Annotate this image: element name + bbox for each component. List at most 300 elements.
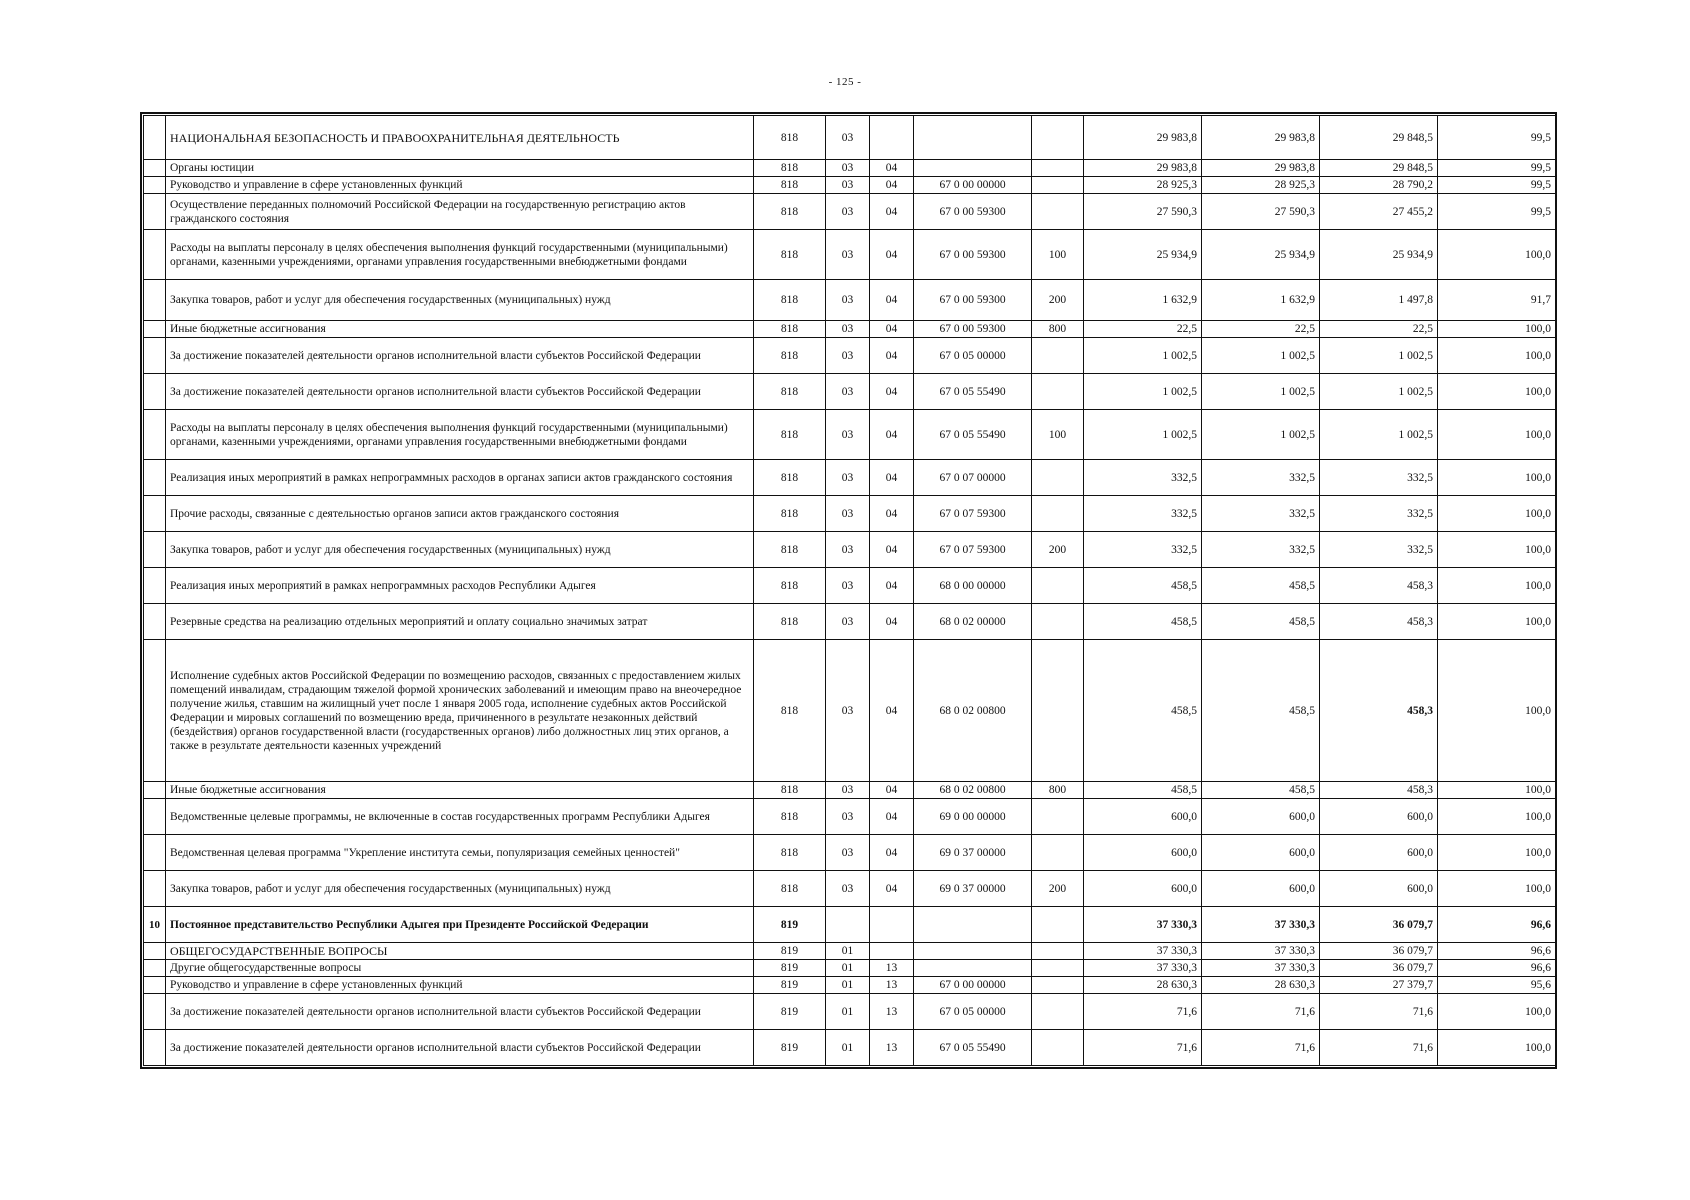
section-code-cell: 03 <box>826 194 870 230</box>
amount-approved-cell: 29 983,8 <box>1084 116 1202 160</box>
amount-executed-cell: 22,5 <box>1320 321 1438 338</box>
table-row <box>144 321 1556 338</box>
subsection-code-cell <box>870 943 914 960</box>
ved-code-cell: 818 <box>754 410 826 460</box>
amount-approved-cell: 22,5 <box>1084 321 1202 338</box>
amount-revised-cell: 1 002,5 <box>1202 338 1320 374</box>
amount-approved-cell: 28 925,3 <box>1084 177 1202 194</box>
section-code-cell: 03 <box>826 782 870 799</box>
expense-type-cell <box>1032 374 1084 410</box>
subsection-code-cell: 04 <box>870 782 914 799</box>
row-number-cell <box>144 230 166 280</box>
target-article-cell: 69 0 00 00000 <box>914 799 1032 835</box>
execution-percent-cell: 99,5 <box>1438 194 1556 230</box>
ved-code-cell: 819 <box>754 943 826 960</box>
expense-type-cell <box>1032 1030 1084 1066</box>
execution-percent-cell: 99,5 <box>1438 116 1556 160</box>
section-code-cell <box>826 907 870 943</box>
amount-executed-cell: 29 848,5 <box>1320 160 1438 177</box>
row-number-cell <box>144 960 166 977</box>
table-row <box>144 907 1556 943</box>
ved-code-cell: 818 <box>754 532 826 568</box>
amount-revised-cell: 1 002,5 <box>1202 374 1320 410</box>
amount-executed-cell: 29 848,5 <box>1320 116 1438 160</box>
execution-percent-cell: 100,0 <box>1438 782 1556 799</box>
ved-code-cell: 818 <box>754 640 826 782</box>
row-number-cell <box>144 460 166 496</box>
row-name-cell: Резервные средства на реализацию отдельных мероприятий и оплату социально значимых затрат <box>166 604 754 640</box>
table-row <box>144 871 1556 907</box>
section-code-cell: 03 <box>826 799 870 835</box>
execution-percent-cell: 99,5 <box>1438 160 1556 177</box>
table-row <box>144 960 1556 977</box>
expense-type-cell <box>1032 907 1084 943</box>
row-name-cell: Закупка товаров, работ и услуг для обеспечения государственных (муниципальных) нужд <box>166 532 754 568</box>
amount-approved-cell: 332,5 <box>1084 496 1202 532</box>
amount-executed-cell: 332,5 <box>1320 532 1438 568</box>
row-number-cell <box>144 410 166 460</box>
row-name-cell: ОБЩЕГОСУДАРСТВЕННЫЕ ВОПРОСЫ <box>166 943 754 960</box>
ved-code-cell: 818 <box>754 116 826 160</box>
target-article-cell: 67 0 05 55490 <box>914 410 1032 460</box>
amount-executed-cell: 458,3 <box>1320 640 1438 782</box>
amount-approved-cell: 1 632,9 <box>1084 280 1202 321</box>
row-name-cell: Расходы на выплаты персоналу в целях обеспечения выполнения функций государственными (муниципальными) органами, казенными учреждениями, органами управления государственными внебюджетными фондами <box>166 410 754 460</box>
ved-code-cell: 818 <box>754 568 826 604</box>
amount-executed-cell: 458,3 <box>1320 568 1438 604</box>
expense-type-cell: 800 <box>1032 321 1084 338</box>
row-number-cell <box>144 374 166 410</box>
execution-percent-cell: 100,0 <box>1438 460 1556 496</box>
section-code-cell: 03 <box>826 410 870 460</box>
row-name-cell: Иные бюджетные ассигнования <box>166 782 754 799</box>
table-row <box>144 640 1556 782</box>
subsection-code-cell: 04 <box>870 640 914 782</box>
execution-percent-cell: 91,7 <box>1438 280 1556 321</box>
amount-revised-cell: 600,0 <box>1202 799 1320 835</box>
budget-table <box>143 115 1556 1066</box>
table-row <box>144 568 1556 604</box>
row-number-cell <box>144 782 166 799</box>
ved-code-cell: 818 <box>754 338 826 374</box>
amount-revised-cell: 1 002,5 <box>1202 410 1320 460</box>
amount-approved-cell: 28 630,3 <box>1084 977 1202 994</box>
table-row <box>144 835 1556 871</box>
amount-executed-cell: 458,3 <box>1320 782 1438 799</box>
section-code-cell: 03 <box>826 280 870 321</box>
expense-type-cell <box>1032 835 1084 871</box>
subsection-code-cell: 04 <box>870 160 914 177</box>
amount-executed-cell: 600,0 <box>1320 871 1438 907</box>
amount-executed-cell: 71,6 <box>1320 994 1438 1030</box>
amount-executed-cell: 71,6 <box>1320 1030 1438 1066</box>
amount-revised-cell: 71,6 <box>1202 1030 1320 1066</box>
table-row <box>144 532 1556 568</box>
amount-approved-cell: 600,0 <box>1084 835 1202 871</box>
row-number-cell <box>144 977 166 994</box>
execution-percent-cell: 100,0 <box>1438 410 1556 460</box>
amount-revised-cell: 27 590,3 <box>1202 194 1320 230</box>
expense-type-cell <box>1032 977 1084 994</box>
amount-executed-cell: 36 079,7 <box>1320 907 1438 943</box>
amount-executed-cell: 36 079,7 <box>1320 943 1438 960</box>
subsection-code-cell: 04 <box>870 410 914 460</box>
amount-approved-cell: 600,0 <box>1084 799 1202 835</box>
table-row <box>144 496 1556 532</box>
row-name-cell: Руководство и управление в сфере установленных функций <box>166 177 754 194</box>
execution-percent-cell: 100,0 <box>1438 640 1556 782</box>
amount-revised-cell: 25 934,9 <box>1202 230 1320 280</box>
amount-approved-cell: 600,0 <box>1084 871 1202 907</box>
row-name-cell: Руководство и управление в сфере установленных функций <box>166 977 754 994</box>
amount-executed-cell: 25 934,9 <box>1320 230 1438 280</box>
amount-revised-cell: 458,5 <box>1202 782 1320 799</box>
expense-type-cell <box>1032 799 1084 835</box>
row-name-cell: Реализация иных мероприятий в рамках непрограммных расходов в органах записи актов гражданского состояния <box>166 460 754 496</box>
row-number-cell <box>144 1030 166 1066</box>
row-number-cell <box>144 280 166 321</box>
execution-percent-cell: 100,0 <box>1438 338 1556 374</box>
subsection-code-cell: 04 <box>870 604 914 640</box>
section-code-cell: 03 <box>826 116 870 160</box>
amount-executed-cell: 36 079,7 <box>1320 960 1438 977</box>
row-number-cell <box>144 496 166 532</box>
budget-table-body <box>144 116 1556 1066</box>
row-number-cell <box>144 116 166 160</box>
ved-code-cell: 818 <box>754 496 826 532</box>
subsection-code-cell: 04 <box>870 496 914 532</box>
amount-executed-cell: 1 497,8 <box>1320 280 1438 321</box>
row-number-cell <box>144 871 166 907</box>
row-name-cell: За достижение показателей деятельности органов исполнительной власти субъектов Российской Федерации <box>166 994 754 1030</box>
amount-revised-cell: 332,5 <box>1202 496 1320 532</box>
table-row <box>144 160 1556 177</box>
ved-code-cell: 818 <box>754 280 826 321</box>
amount-approved-cell: 332,5 <box>1084 460 1202 496</box>
row-name-cell: Осуществление переданных полномочий Российской Федерации на государственную регистрацию актов гражданского состояния <box>166 194 754 230</box>
amount-approved-cell: 37 330,3 <box>1084 907 1202 943</box>
row-number-cell <box>144 177 166 194</box>
amount-executed-cell: 1 002,5 <box>1320 410 1438 460</box>
target-article-cell: 68 0 00 00000 <box>914 568 1032 604</box>
target-article-cell: 69 0 37 00000 <box>914 835 1032 871</box>
amount-revised-cell: 28 630,3 <box>1202 977 1320 994</box>
expense-type-cell: 100 <box>1032 410 1084 460</box>
section-code-cell: 03 <box>826 160 870 177</box>
row-number-cell <box>144 799 166 835</box>
section-code-cell: 01 <box>826 994 870 1030</box>
amount-executed-cell: 27 379,7 <box>1320 977 1438 994</box>
amount-approved-cell: 458,5 <box>1084 568 1202 604</box>
expense-type-cell: 200 <box>1032 280 1084 321</box>
subsection-code-cell: 04 <box>870 194 914 230</box>
subsection-code-cell: 04 <box>870 799 914 835</box>
target-article-cell <box>914 943 1032 960</box>
expense-type-cell <box>1032 338 1084 374</box>
ved-code-cell: 818 <box>754 194 826 230</box>
subsection-code-cell: 13 <box>870 1030 914 1066</box>
section-code-cell: 01 <box>826 977 870 994</box>
amount-revised-cell: 29 983,8 <box>1202 160 1320 177</box>
row-number-cell: 10 <box>144 907 166 943</box>
amount-approved-cell: 458,5 <box>1084 782 1202 799</box>
table-row <box>144 943 1556 960</box>
execution-percent-cell: 99,5 <box>1438 177 1556 194</box>
target-article-cell <box>914 907 1032 943</box>
subsection-code-cell <box>870 907 914 943</box>
amount-executed-cell: 458,3 <box>1320 604 1438 640</box>
section-code-cell: 01 <box>826 943 870 960</box>
row-number-cell <box>144 532 166 568</box>
row-name-cell: Постоянное представительство Республики Адыгея при Президенте Российской Федерации <box>166 907 754 943</box>
execution-percent-cell: 100,0 <box>1438 1030 1556 1066</box>
subsection-code-cell: 04 <box>870 374 914 410</box>
amount-approved-cell: 71,6 <box>1084 994 1202 1030</box>
ved-code-cell: 818 <box>754 782 826 799</box>
table-row <box>144 194 1556 230</box>
amount-revised-cell: 29 983,8 <box>1202 116 1320 160</box>
subsection-code-cell: 04 <box>870 871 914 907</box>
ved-code-cell: 818 <box>754 460 826 496</box>
execution-percent-cell: 100,0 <box>1438 496 1556 532</box>
subsection-code-cell: 13 <box>870 977 914 994</box>
row-name-cell: За достижение показателей деятельности органов исполнительной власти субъектов Российской Федерации <box>166 374 754 410</box>
subsection-code-cell: 13 <box>870 960 914 977</box>
ved-code-cell: 819 <box>754 977 826 994</box>
row-name-cell: Закупка товаров, работ и услуг для обеспечения государственных (муниципальных) нужд <box>166 280 754 321</box>
row-name-cell: Ведомственные целевые программы, не включенные в состав государственных программ Республики Адыгея <box>166 799 754 835</box>
target-article-cell: 67 0 05 55490 <box>914 374 1032 410</box>
amount-approved-cell: 458,5 <box>1084 640 1202 782</box>
table-row <box>144 116 1556 160</box>
amount-approved-cell: 37 330,3 <box>1084 943 1202 960</box>
expense-type-cell <box>1032 116 1084 160</box>
expense-type-cell <box>1032 194 1084 230</box>
row-number-cell <box>144 640 166 782</box>
amount-revised-cell: 458,5 <box>1202 640 1320 782</box>
target-article-cell: 67 0 05 00000 <box>914 994 1032 1030</box>
amount-executed-cell: 332,5 <box>1320 496 1438 532</box>
expense-type-cell <box>1032 994 1084 1030</box>
target-article-cell: 68 0 02 00800 <box>914 782 1032 799</box>
row-number-cell <box>144 160 166 177</box>
expense-type-cell: 200 <box>1032 532 1084 568</box>
row-name-cell: Расходы на выплаты персоналу в целях обеспечения выполнения функций государственными (муниципальными) органами, казенными учреждениями, органами управления государственными внебюджетными фондами <box>166 230 754 280</box>
subsection-code-cell: 13 <box>870 994 914 1030</box>
subsection-code-cell: 04 <box>870 460 914 496</box>
expense-type-cell <box>1032 640 1084 782</box>
table-row <box>144 410 1556 460</box>
amount-executed-cell: 332,5 <box>1320 460 1438 496</box>
section-code-cell: 03 <box>826 460 870 496</box>
amount-approved-cell: 1 002,5 <box>1084 374 1202 410</box>
amount-executed-cell: 27 455,2 <box>1320 194 1438 230</box>
target-article-cell: 67 0 00 59300 <box>914 194 1032 230</box>
execution-percent-cell: 100,0 <box>1438 799 1556 835</box>
execution-percent-cell: 96,6 <box>1438 907 1556 943</box>
amount-revised-cell: 332,5 <box>1202 532 1320 568</box>
amount-revised-cell: 458,5 <box>1202 604 1320 640</box>
amount-approved-cell: 1 002,5 <box>1084 338 1202 374</box>
row-name-cell: Другие общегосударственные вопросы <box>166 960 754 977</box>
amount-approved-cell: 1 002,5 <box>1084 410 1202 460</box>
subsection-code-cell <box>870 116 914 160</box>
target-article-cell: 67 0 05 00000 <box>914 338 1032 374</box>
amount-executed-cell: 1 002,5 <box>1320 374 1438 410</box>
execution-percent-cell: 100,0 <box>1438 374 1556 410</box>
row-name-cell: Ведомственная целевая программа "Укрепление института семьи, популяризация семейных ценностей" <box>166 835 754 871</box>
table-row <box>144 1030 1556 1066</box>
amount-approved-cell: 27 590,3 <box>1084 194 1202 230</box>
amount-executed-cell: 28 790,2 <box>1320 177 1438 194</box>
execution-percent-cell: 95,6 <box>1438 977 1556 994</box>
row-name-cell: За достижение показателей деятельности органов исполнительной власти субъектов Российской Федерации <box>166 1030 754 1066</box>
section-code-cell: 03 <box>826 871 870 907</box>
section-code-cell: 03 <box>826 321 870 338</box>
ved-code-cell: 818 <box>754 160 826 177</box>
row-number-cell <box>144 835 166 871</box>
row-name-cell: Иные бюджетные ассигнования <box>166 321 754 338</box>
row-number-cell <box>144 194 166 230</box>
expense-type-cell <box>1032 960 1084 977</box>
ved-code-cell: 819 <box>754 960 826 977</box>
target-article-cell: 68 0 02 00000 <box>914 604 1032 640</box>
amount-approved-cell: 37 330,3 <box>1084 960 1202 977</box>
target-article-cell: 67 0 00 59300 <box>914 230 1032 280</box>
target-article-cell: 67 0 00 00000 <box>914 977 1032 994</box>
section-code-cell: 03 <box>826 374 870 410</box>
expense-type-cell <box>1032 604 1084 640</box>
row-number-cell <box>144 568 166 604</box>
amount-revised-cell: 71,6 <box>1202 994 1320 1030</box>
table-row <box>144 799 1556 835</box>
target-article-cell: 67 0 07 59300 <box>914 532 1032 568</box>
section-code-cell: 03 <box>826 177 870 194</box>
section-code-cell: 03 <box>826 568 870 604</box>
amount-executed-cell: 1 002,5 <box>1320 338 1438 374</box>
row-number-cell <box>144 994 166 1030</box>
target-article-cell: 67 0 00 59300 <box>914 280 1032 321</box>
amount-revised-cell: 37 330,3 <box>1202 960 1320 977</box>
target-article-cell: 69 0 37 00000 <box>914 871 1032 907</box>
amount-revised-cell: 332,5 <box>1202 460 1320 496</box>
ved-code-cell: 819 <box>754 994 826 1030</box>
section-code-cell: 03 <box>826 338 870 374</box>
row-number-cell <box>144 338 166 374</box>
ved-code-cell: 818 <box>754 177 826 194</box>
ved-code-cell: 818 <box>754 604 826 640</box>
page-number: - 125 - <box>828 76 862 88</box>
section-code-cell: 03 <box>826 230 870 280</box>
ved-code-cell: 818 <box>754 321 826 338</box>
subsection-code-cell: 04 <box>870 568 914 604</box>
amount-revised-cell: 1 632,9 <box>1202 280 1320 321</box>
subsection-code-cell: 04 <box>870 321 914 338</box>
amount-revised-cell: 22,5 <box>1202 321 1320 338</box>
execution-percent-cell: 100,0 <box>1438 321 1556 338</box>
execution-percent-cell: 100,0 <box>1438 568 1556 604</box>
ved-code-cell: 819 <box>754 1030 826 1066</box>
expense-type-cell <box>1032 160 1084 177</box>
target-article-cell: 67 0 07 00000 <box>914 460 1032 496</box>
row-number-cell <box>144 321 166 338</box>
amount-revised-cell: 600,0 <box>1202 835 1320 871</box>
subsection-code-cell: 04 <box>870 177 914 194</box>
target-article-cell: 67 0 07 59300 <box>914 496 1032 532</box>
section-code-cell: 03 <box>826 604 870 640</box>
amount-revised-cell: 37 330,3 <box>1202 907 1320 943</box>
amount-executed-cell: 600,0 <box>1320 835 1438 871</box>
ved-code-cell: 818 <box>754 374 826 410</box>
expense-type-cell: 100 <box>1032 230 1084 280</box>
table-row <box>144 604 1556 640</box>
budget-table-wrap <box>143 115 1555 1066</box>
expense-type-cell <box>1032 568 1084 604</box>
expense-type-cell <box>1032 177 1084 194</box>
amount-revised-cell: 600,0 <box>1202 871 1320 907</box>
amount-revised-cell: 458,5 <box>1202 568 1320 604</box>
amount-approved-cell: 25 934,9 <box>1084 230 1202 280</box>
row-number-cell <box>144 604 166 640</box>
table-row <box>144 230 1556 280</box>
target-article-cell <box>914 160 1032 177</box>
expense-type-cell <box>1032 460 1084 496</box>
section-code-cell: 03 <box>826 496 870 532</box>
table-row <box>144 977 1556 994</box>
execution-percent-cell: 96,6 <box>1438 943 1556 960</box>
subsection-code-cell: 04 <box>870 230 914 280</box>
target-article-cell <box>914 116 1032 160</box>
amount-executed-cell: 600,0 <box>1320 799 1438 835</box>
row-number-cell <box>144 943 166 960</box>
table-row <box>144 460 1556 496</box>
section-code-cell: 03 <box>826 532 870 568</box>
execution-percent-cell: 100,0 <box>1438 230 1556 280</box>
target-article-cell: 67 0 00 00000 <box>914 177 1032 194</box>
amount-revised-cell: 28 925,3 <box>1202 177 1320 194</box>
table-row <box>144 374 1556 410</box>
subsection-code-cell: 04 <box>870 338 914 374</box>
table-row <box>144 782 1556 799</box>
expense-type-cell <box>1032 943 1084 960</box>
row-name-cell: За достижение показателей деятельности органов исполнительной власти субъектов Российской Федерации <box>166 338 754 374</box>
section-code-cell: 01 <box>826 960 870 977</box>
subsection-code-cell: 04 <box>870 280 914 321</box>
ved-code-cell: 818 <box>754 835 826 871</box>
expense-type-cell <box>1032 496 1084 532</box>
amount-approved-cell: 332,5 <box>1084 532 1202 568</box>
table-row <box>144 280 1556 321</box>
row-name-cell: Прочие расходы, связанные с деятельностью органов записи актов гражданского состояния <box>166 496 754 532</box>
ved-code-cell: 818 <box>754 799 826 835</box>
section-code-cell: 03 <box>826 640 870 782</box>
amount-revised-cell: 37 330,3 <box>1202 943 1320 960</box>
table-row <box>144 177 1556 194</box>
ved-code-cell: 819 <box>754 907 826 943</box>
execution-percent-cell: 100,0 <box>1438 871 1556 907</box>
row-name-cell: Исполнение судебных актов Российской Федерации по возмещению расходов, связанных с предоставлением жилых помещений инвалидам, страдающим тяжелой формой хронических заболеваний и имеющим право на внеочередное получение жилья, ставшим на жилищный учет после 1 января 2005 года, исполнение судебных актов Российской Федерации и мировых соглашений по возмещению вреда, причиненного в результате незаконных действий (бездействия) органов государственной власти (государственных органов) либо должностных лиц этих органов, а также в результате деятельности казенных учреждений <box>166 640 754 782</box>
expense-type-cell: 200 <box>1032 871 1084 907</box>
execution-percent-cell: 100,0 <box>1438 532 1556 568</box>
table-row <box>144 994 1556 1030</box>
ved-code-cell: 818 <box>754 871 826 907</box>
subsection-code-cell: 04 <box>870 835 914 871</box>
expense-type-cell: 800 <box>1032 782 1084 799</box>
subsection-code-cell: 04 <box>870 532 914 568</box>
ved-code-cell: 818 <box>754 230 826 280</box>
amount-approved-cell: 71,6 <box>1084 1030 1202 1066</box>
amount-approved-cell: 458,5 <box>1084 604 1202 640</box>
